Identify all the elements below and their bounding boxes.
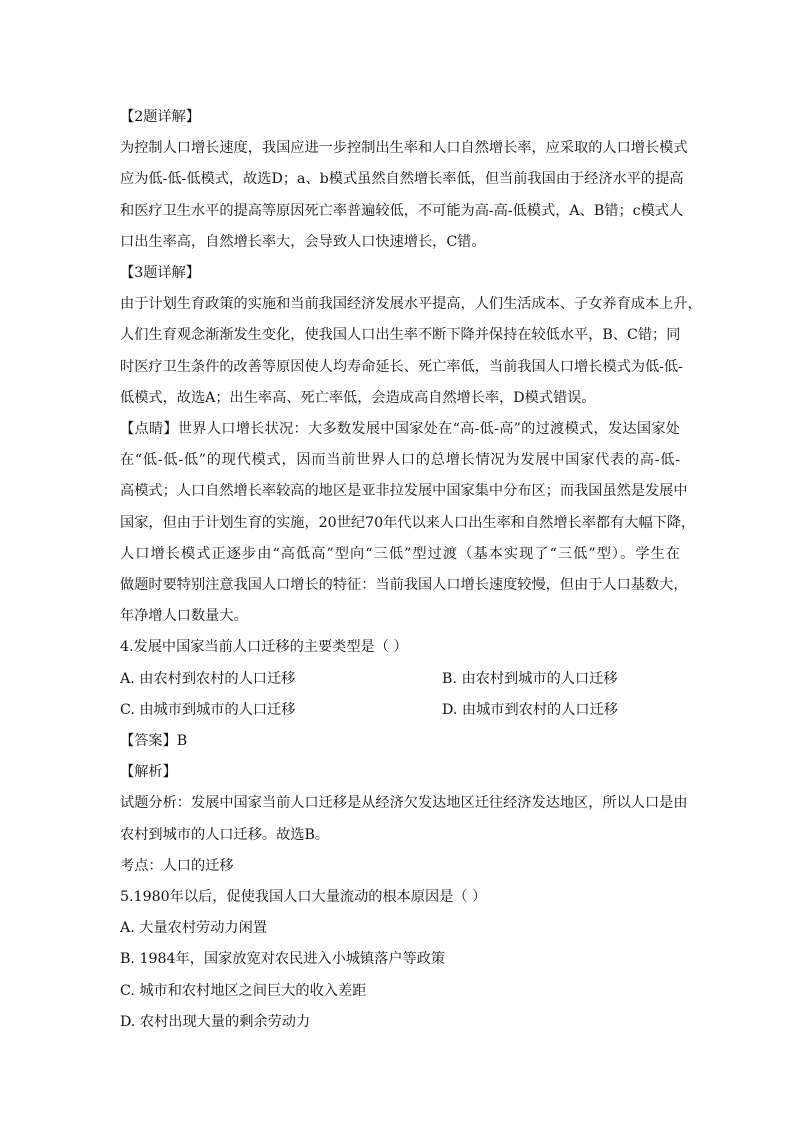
tip-line: 国家，但由于计划生育的实施，20世纪70年代以来人口出生率和自然增长率都有大幅下降， bbox=[120, 514, 696, 531]
q4-analysis-line: 试题分析：发展中国家当前人口迁移是从经济欠发达地区迁往经济发达地区，所以人口是由 bbox=[120, 795, 688, 812]
q2-line: 和医疗卫生水平的提高等原因死亡率普遍较低，不可能为高-高-低模式，A、B错；c模式人 bbox=[120, 202, 684, 219]
q5-option-c: C. 城市和农村地区之间巨大的收入差距 bbox=[120, 982, 367, 999]
q4-analysis-heading: 【解析】 bbox=[120, 764, 177, 781]
q5-option-b: B. 1984年，国家放宽对农民进入小城镇落户等政策 bbox=[120, 951, 446, 968]
q4-answer: 【答案】B bbox=[120, 733, 188, 750]
document-content bbox=[120, 102, 702, 1038]
tip-line: 在“低-低-低”的现代模式，因而当前世界人口的总增长情况为发展中国家代表的高-低- bbox=[120, 452, 680, 469]
q5-option-d: D. 农村出现大量的剩余劳动力 bbox=[120, 1013, 311, 1030]
q4-stem: 4.发展中国家当前人口迁移的主要类型是（ ） bbox=[120, 639, 408, 656]
q4-option-a: A. 由农村到农村的人口迁移 bbox=[120, 670, 296, 687]
q3-heading: 【3题详解】 bbox=[120, 265, 200, 282]
q4-options-row bbox=[120, 695, 680, 726]
q4-options-row bbox=[120, 664, 680, 695]
q3-line: 人们生育观念渐渐发生变化，使我国人口出生率不断下降并保持在较低水平，B、C错；同 bbox=[120, 327, 681, 344]
q3-line: 由于计划生育政策的实施和当前我国经济发展水平提高，人们生活成本、子女养育成本上升， bbox=[120, 296, 702, 313]
tip-line: 年净增人口数量大。 bbox=[120, 608, 248, 625]
q4-analysis-line: 农村到城市的人口迁移。故选B。 bbox=[120, 826, 330, 843]
q2-line: 应为低-低-低模式，故选D；a、b模式虽然自然增长率低，但当前我国由于经济水平的提高 bbox=[120, 171, 684, 188]
q2-line: 口出生率高，自然增长率大，会导致人口快速增长，C错。 bbox=[120, 233, 486, 250]
q4-option-d: D. 由城市到农村的人口迁移 bbox=[442, 701, 618, 718]
q3-line: 时医疗卫生条件的改善等原因使人均寿命延长、死亡率低，当前我国人口增长模式为低-低- bbox=[120, 358, 683, 375]
tip-line: 人口增长模式正逐步由“高低高”型向“三低”型过渡（基本实现了“三低”型）。学生在 bbox=[120, 545, 680, 562]
tip-line: 高模式；人口自然增长率较高的地区是亚非拉发展中国家集中分布区；而我国虽然是发展中 bbox=[120, 483, 688, 500]
q5-option-a: A. 大量农村劳动力闲置 bbox=[120, 920, 267, 937]
tip-line: 【点睛】世界人口增长状况：大多数发展中国家处在“高-低-高”的过渡模式，发达国家处 bbox=[120, 421, 680, 438]
q5-stem: 5.1980年以后，促使我国人口大量流动的根本原因是（ ） bbox=[120, 889, 487, 906]
q4-option-c: C. 由城市到城市的人口迁移 bbox=[120, 701, 296, 718]
q4-option-b: B. 由农村到城市的人口迁移 bbox=[442, 670, 618, 687]
q4-point: 考点：人口的迁移 bbox=[120, 857, 234, 874]
q2-heading: 【2题详解】 bbox=[120, 109, 200, 125]
q2-line: 为控制人口增长速度，我国应进一步控制出生率和人口自然增长率，应采取的人口增长模式 bbox=[120, 140, 688, 157]
q3-line: 低模式，故选A；出生率高、死亡率低，会造成高自然增长率，D模式错误。 bbox=[120, 389, 596, 406]
tip-line: 做题时要特别注意我国人口增长的特征：当前我国人口增长速度较慢，但由于人口基数大， bbox=[120, 577, 688, 594]
